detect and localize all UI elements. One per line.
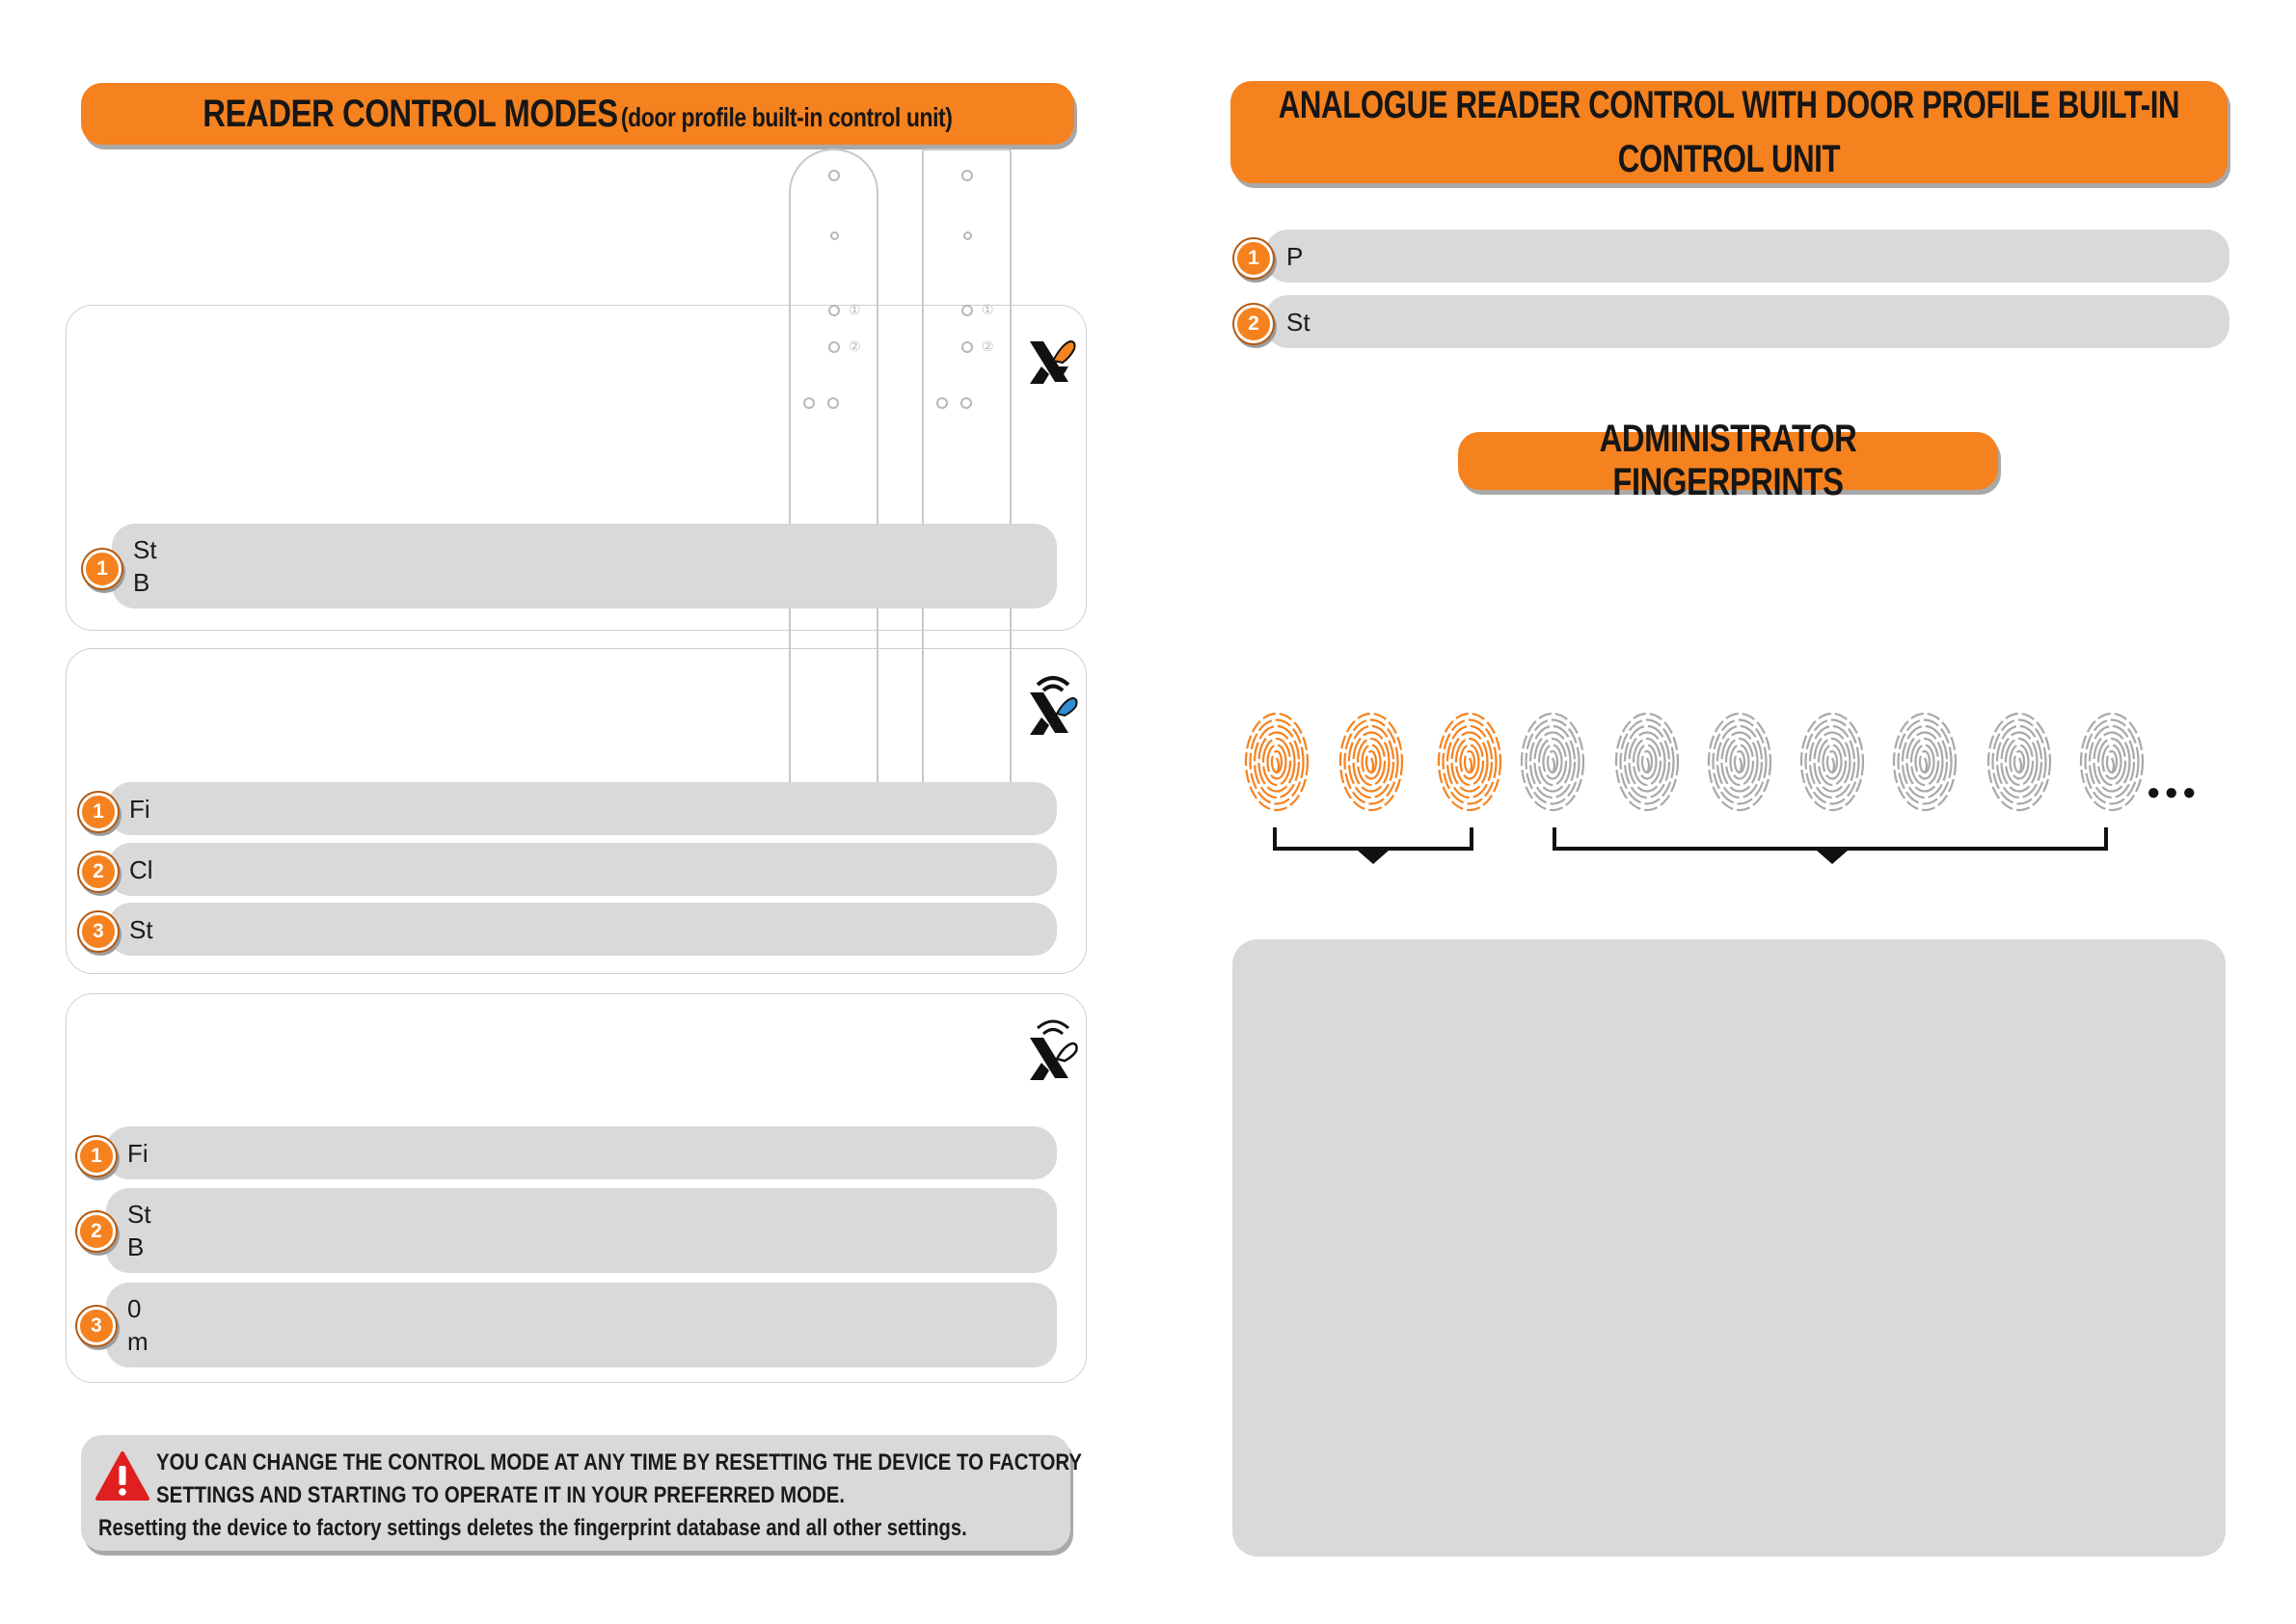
finger-x-wireless-outline-icon [1024, 1015, 1082, 1086]
admin-fingerprints-title: ADMINISTRATOR FINGERPRINTS [1599, 418, 1857, 503]
right-badge-1: 1 [1234, 239, 1273, 278]
admin-bracket [1271, 826, 1477, 870]
card1-badge-1: 1 [83, 550, 122, 588]
right-row-2: St [1265, 295, 2229, 348]
card3-badge-1: 1 [77, 1137, 116, 1176]
user-fingerprint-icon [1518, 710, 1587, 814]
warning-text [156, 1447, 1082, 1512]
warning-line-1: YOU CAN CHANGE THE CONTROL MODE AT ANY TIME BY RESETTING THE DEVICE TO FACTORY [156, 1449, 1083, 1475]
admin-fingerprint-icon [1337, 710, 1406, 814]
right-title-banner [1230, 81, 2228, 183]
card2-badge-2: 2 [79, 853, 118, 891]
reader-device-outline-1: ① ② [789, 149, 878, 785]
warning-line-3: Resetting the device to factory settings deletes the fingerprint database and all other settings. [98, 1515, 967, 1541]
card1-row-1: St B [112, 524, 1057, 609]
card3-badge-2: 2 [77, 1212, 116, 1251]
user-fingerprint-icon [1797, 710, 1867, 814]
admin-fingerprints-banner [1458, 418, 1998, 503]
card3-row-3: 0 m [106, 1283, 1057, 1367]
reader-device-outline-2: ① ② [922, 149, 1012, 785]
card2-row-2: Cl [108, 843, 1057, 896]
finger-x-orange-icon [1024, 334, 1080, 392]
users-bracket [1551, 826, 2112, 870]
user-fingerprint-icon [2077, 710, 2147, 814]
right-row-1: P [1265, 230, 2229, 283]
admin-fingerprint-icon [1435, 710, 1504, 814]
empty-grey-panel [1232, 939, 2226, 1556]
right-title-line-2: CONTROL UNIT [1617, 138, 1841, 180]
fingerprint-row [1242, 710, 2168, 816]
left-title-sub: (door profile built-in control unit) [620, 101, 953, 132]
right-title-line-1: ANALOGUE READER CONTROL WITH DOOR PROFILE BUILT-IN [1278, 84, 2180, 126]
card2-badge-3: 3 [79, 912, 118, 951]
finger-x-wireless-blue-icon [1024, 671, 1082, 741]
card3-badge-3: 3 [77, 1307, 116, 1345]
user-fingerprint-icon [1890, 710, 1959, 814]
card3-row-1: Fi [106, 1126, 1057, 1179]
factory-reset-warning [81, 1435, 1083, 1551]
admin-fingerprint-icon [1242, 710, 1311, 814]
left-title-banner [81, 83, 1074, 145]
warning-line-2: SETTINGS AND STARTING TO OPERATE IT IN YOUR PREFERRED MODE. [156, 1482, 846, 1508]
card2-badge-1: 1 [79, 793, 118, 831]
right-badge-2: 2 [1234, 305, 1273, 343]
card2-row-3: St [108, 903, 1057, 956]
left-title: READER CONTROL MODES [203, 92, 618, 135]
user-fingerprint-icon [1705, 710, 1774, 814]
card3-row-2: St B [106, 1188, 1057, 1273]
more-fingerprints-ellipsis: ●●● [2147, 779, 2201, 805]
user-fingerprint-icon [1612, 710, 1682, 814]
user-fingerprint-icon [1985, 710, 2054, 814]
warning-icon [95, 1450, 150, 1502]
card2-row-1: Fi [108, 782, 1057, 835]
